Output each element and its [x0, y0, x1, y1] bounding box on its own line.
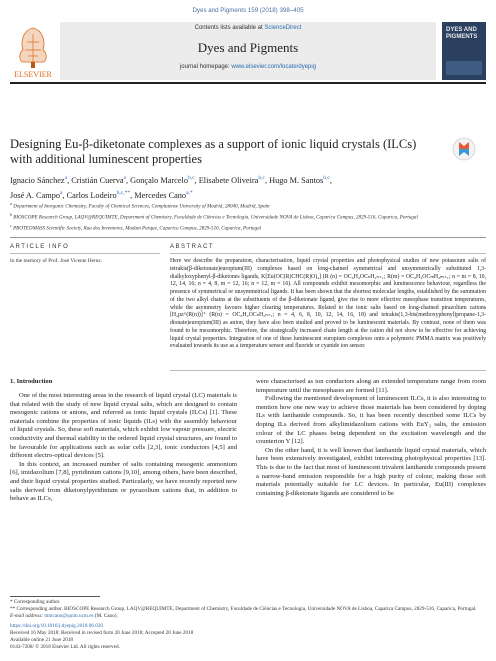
affiliation-text: Department of Inorganic Chemistry, Faculty of Chemical Sciences, Complutense University of Madrid, 28040, Madrid, Spain: [13, 203, 270, 210]
article-info-heading: ARTICLE INFO: [10, 244, 70, 250]
paragraph: Following the mentioned development of luminescent ILCs, it is also interesting to mention how one new way to achieve those materials has been considered by doping ILs with lanthanide compounds. So, it has been recently described some ILCs by doping ILs derived from alkylimidazolium cations with EuY₃ salts, the emission colour of the LC phases being dependent on the excitation wavelength and the counterion Y [12].: [256, 395, 486, 446]
author-sup[interactable]: a: [123, 175, 126, 181]
abstract-heading: ABSTRACT: [170, 244, 215, 250]
author-sup[interactable]: a: [60, 189, 63, 196]
paragraph: were characterised as ion conductors along an extended temperature range from room temperature until the mesophases are formed [11].: [256, 378, 486, 394]
doi-link[interactable]: https://doi.org/10.1016/j.dyepig.2018.06.030: [10, 623, 103, 630]
memory-note: In the memory of Prof. José Vicente Hernz.: [10, 258, 103, 264]
homepage-prefix: journal homepage:: [179, 64, 232, 70]
author-sup[interactable]: b,c: [187, 175, 195, 181]
affiliation: [10, 211, 486, 222]
author-sup[interactable]: b,c: [258, 175, 265, 181]
affiliations: [10, 200, 486, 233]
author[interactable]: Elisabete Oliveira: [198, 175, 259, 185]
dates-available: Available online 21 June 2018: [10, 636, 74, 643]
cover-title: DYES AND PIGMENTS: [446, 27, 478, 40]
author[interactable]: Hugo M. Santos: [269, 175, 324, 185]
dates-received: Received 16 May 2018; Received in revised form 20 June 2018; Accepted 20 June 2018: [10, 630, 194, 637]
author[interactable]: José A. Campo: [10, 190, 61, 200]
cover-image: [446, 61, 482, 75]
crossmark-icon[interactable]: [452, 137, 476, 161]
email-label: E-mail address:: [10, 612, 45, 619]
paragraph: On the other hand, it is well known that lanthanide liquid crystal materials, which have been extensively investigated, exhibit interesting photophysical properties [13]. This is due to the fact that most of luminescent trivalent lanthanide compounds present a narrow-band emission responsible for a high purity of colour, making those soft materials potentially suitable for LC devices. In particular, Eu(III) complexes containing β-diketonate ligands are considered to be: [256, 446, 486, 497]
author-sup[interactable]: b,c,**: [116, 189, 131, 196]
banner-rule: [10, 82, 486, 84]
left-column: [10, 392, 237, 504]
author-sup[interactable]: b,c: [323, 175, 330, 181]
author[interactable]: Ignacio Sánchez: [10, 175, 65, 185]
footnote-corresponding-2: ** Corresponding author. BIOSCOPE Research Group, LAQV@REQUIMTE, Department of Chemistry, Faculdade de Ciências e Tecnologia, Universidade NOVA de Lisboa, Caparica Campus, 2829-516, Caparica, Portugal.: [10, 605, 477, 612]
homepage-link[interactable]: www.elsevier.com/locate/dyepig: [231, 64, 317, 70]
divider: [10, 237, 486, 238]
paragraph: One of the most interesting areas in the research of liquid crystal (LC) materials is that related with the study of new liquid crystal salts, which are designed to contain mesogenic cations or anions, and referred as ionic liquid crystals (ILCs) [1]. These materials combine the properties of ionic liquids (ILs) with the assembly behaviour of liquid crystals. So, these soft materials, which exhibit low vapour pressure, electric conductivity and thermal stability in the ordered liquid crystal structures, are found to be favourable for applications such as solar cells [2,3], ionic conductors [4,5] and different electro-optical devices [5].: [10, 392, 237, 460]
footnote-corresponding-1: * Corresponding author.: [10, 599, 61, 605]
author[interactable]: Cristián Cuerva: [71, 175, 124, 185]
author[interactable]: Carlos Lodeiro: [66, 190, 117, 200]
affiliation-sup: c: [10, 222, 12, 228]
sciencedirect-link[interactable]: ScienceDirect: [264, 25, 302, 31]
footnote-email: [10, 613, 486, 620]
author-sup[interactable]: a,*: [186, 189, 193, 196]
author-list: Ignacio Sánchez$^a$, Cristián Cuerva$^a$, Gonçalo Marcelo$^{b,c}$, Elisabete Oliveira$^{b,c}$, Hugo M. Santos$^{b,c}$, José A. Campo$^a$, Carlos Lodeiro$^{b,c,**}$, Mercedes Cano$^{a,*}$: [10, 175, 332, 200]
elsevier-wordmark: ELSEVIER: [14, 70, 52, 79]
affiliation: [10, 222, 486, 233]
divider: [170, 370, 486, 371]
affiliation-sup: b: [10, 211, 12, 217]
author[interactable]: Gonçalo Marcelo: [130, 175, 188, 185]
contents-line: [60, 25, 436, 31]
affiliation-text: BIOSCOPE Research Group, LAQV@REQUIMTE, Department of Chemistry, Faculdade de Ciências e Tecnologia, Universidade NOVA de Lisboa, Caparica Campus, 2829-516, Caparica, Portugal: [13, 214, 418, 221]
divider: [10, 253, 160, 254]
abstract-text: Here we describe the preparation, characterisation, liquid crystal properties and photophysical studies of new potassium salts of tetrakis(β-diketonate)europium(III) complexes based on long-chained symmetrical and unsymmetrically substituted 1,3-dialkyloxyphenyl-β-diketones ligands, K[Eu(OC(R)CHC(R)O)₄] (R (n) = OC₆H₄OCₙH₂ₙ₊₁; R(m) = OC₆H₄OCₘH₂ₘ₊₁; n = m = 8, 10, 12, 14, 16; n = 4, 8, m = 12, 16; n = 12, m = 16). All compounds exhibit mesomorphic and luminescence behaviour, regardless the presence of symmetrical or unsymmetrical ligands. It has been shown that the shortest molecular lengths, established by the summation of the two alkyl chains at the substituents of the β-diketonate ligand, give rise to more effective mesophase transition temperatures, while the asymmetry favours higher clearing temperatures. Related to the ionic salts based on long-chained pirazolium cations [H₂pz^(R(n))]⁺ (R(n) = OC₆H₄OCₙH₂ₙ₊₁; n = 4, 6, 8, 10, 12, 14, 16, 18) and tetrakis(1,3-bis(methoxyphenyl)propane-1,3-dionate)europium(III) as anion, they have also been studied and proved to be luminescent materials. By contrast, none of them was found to be mesomorphic. Therefore, the strategically increased chain length at the cation did not show to be effective for achieving liquid crystal properties. Integration of one of these luminescent europium complexes onto a polymeric PMMA matrix was positively evaluated towards its use as a temperature sensor and fluoride or cyanide ion sensor.: [170, 258, 486, 350]
running-head: Dyes and Pigments 159 (2018) 398–405: [192, 7, 304, 14]
affiliation: [10, 200, 486, 211]
divider: [170, 253, 486, 254]
elsevier-logo[interactable]: [10, 22, 56, 80]
journal-cover[interactable]: [442, 22, 486, 80]
footnotes: [10, 599, 486, 651]
right-column: [256, 378, 486, 498]
affiliation-text: PROTEOMASS Scientific Society, Rua dos Inventores, Madam Parque, Caparica Campus, 2829-516, Caparica, Portugal: [13, 225, 262, 232]
journal-name: Dyes and Pigments: [197, 40, 299, 55]
article-title: Designing Eu-β-diketonate complexes as a support of ionic liquid crystals (ILCs) with additional luminescent properties: [10, 137, 417, 166]
journal-homepage: [60, 64, 436, 70]
footnote-rule: [10, 596, 100, 597]
author[interactable]: Mercedes Cano: [134, 190, 187, 200]
contents-prefix: Contents lists available at: [194, 25, 265, 31]
copyright: 0143-7208/ © 2018 Elsevier Ltd. All rights reserved.: [10, 643, 120, 650]
section-heading: 1. Introduction: [10, 378, 53, 385]
email-suffix: (M. Cano).: [93, 612, 118, 619]
affiliation-sup: a: [10, 201, 12, 206]
author-sup[interactable]: a: [64, 175, 68, 181]
paragraph: In this context, an increased number of salts containing mesogenic ammonium [6], imidazolium [7,8], pyridinium cations [9,10], among others, have been described, and their liquid crystal properties studied. Particularly, we have recently reported new salts derived from diketonylpyridinium or pyrazolium cations that, in addition to behave as ILCs,: [10, 460, 237, 503]
email-link[interactable]: mmcano@quim.ucm.es: [44, 612, 94, 619]
